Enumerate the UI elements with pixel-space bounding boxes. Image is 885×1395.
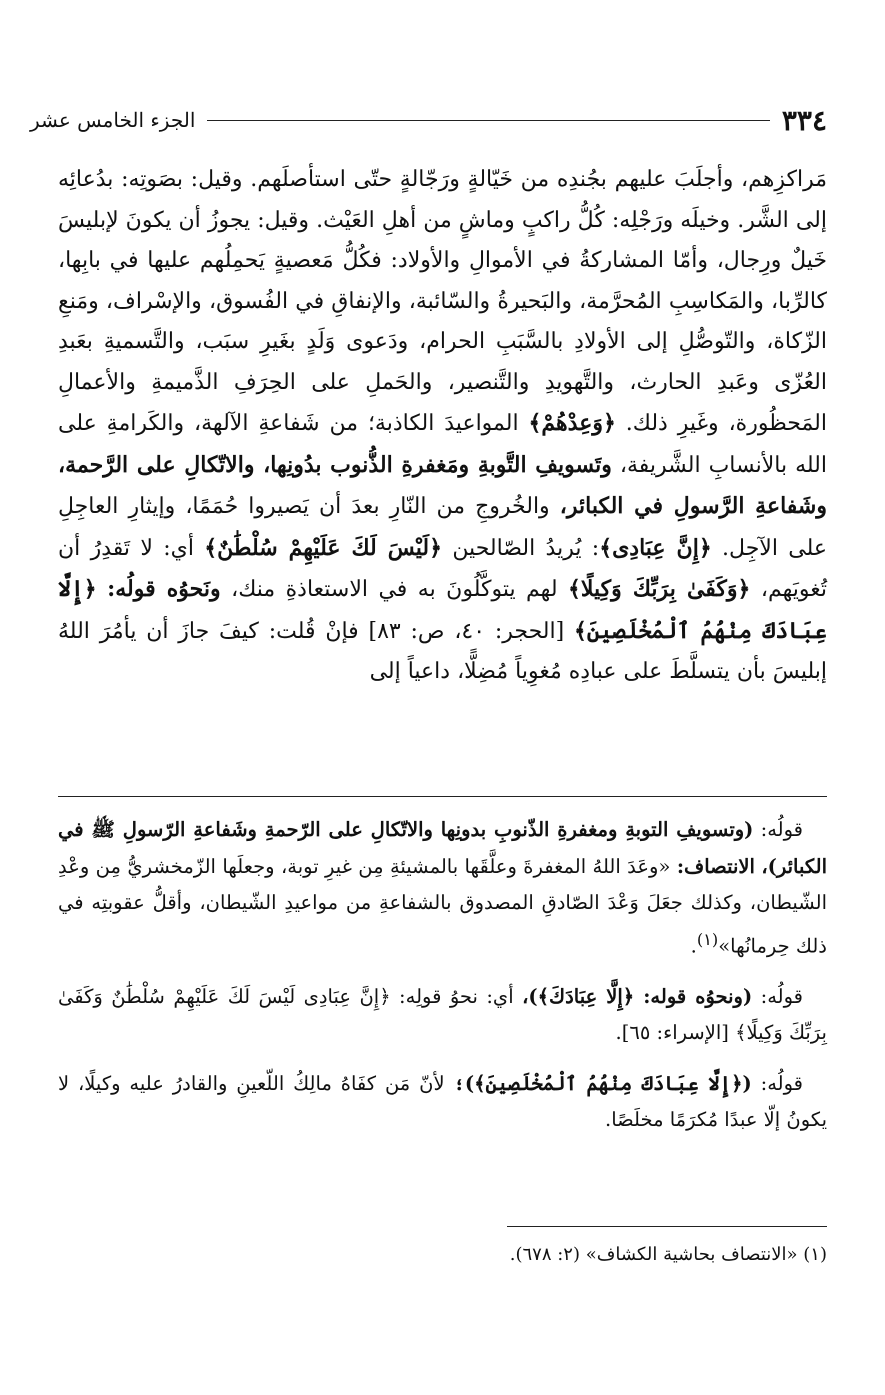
page-number: ٣٣٤ — [781, 103, 827, 137]
text-run: والخُروجِ من النّارِ بعدَ أن يَصيروا حُمَمًا، وإيثارِ العاجِلِ على الآجِل. — [58, 494, 828, 561]
commentary-section — [58, 812, 827, 1153]
commentary-paragraph — [58, 979, 827, 1052]
text-run: [الحجر: ٤٠، ص: ٨٣] فإنْ قُلت: كيفَ جازَ أن يأمُرَ اللهُ إبليسَ بأن يتسلَّطَ على عبادِه مُغوِياً مُضِلًّا، داعياً إلى — [58, 618, 827, 684]
quran-quote: ﴿لَيْسَ لَكَ عَلَيْهِمْ سُلْطَٰنٌ﴾ — [204, 534, 442, 561]
text-run: أي: نحوُ قولِه: ﴿إِنَّ عِبَادِى لَيْسَ لَكَ عَلَيْهِمْ سُلْطَٰنٌ وَكَفَىٰ بِرَبِّكَ وَكِيلًا﴾ [الإسراء: ٦٥]. — [58, 984, 827, 1044]
lead-word: قولُه: — [760, 1071, 803, 1095]
lead-word: قولُه: — [760, 818, 803, 841]
page-header — [30, 100, 827, 140]
footnote: (١) «الانتصاف بحاشية الكشاف» (٢: ٦٧٨). — [509, 1244, 827, 1265]
text-run: لهم يتوكَّلُونَ به في الاستعاذةِ منك، — [231, 577, 558, 602]
text-run: مَراكزِهم، وأجلَبَ عليهم بجُندِه من خَيّالةٍ ورَجّالةٍ حتّى استأصلَهم. وقيل: بصَوتِه: بدُعائِه إلى الشَّر. وخيلَه ورَجْلِه: كُلُّ راكبٍ وماشٍ من أهلِ العَيْث. وقيل: يجوزُ أن يكونَ لإبليسَ خَيلٌ ورِجال، وأمّا المشاركةُ في الأموالِ والأولاد: فكُلُّ مَعصيةٍ يَحمِلُهم عليها في بابِها، كالرِّبا، والمَكاسِبِ المُحرَّمة، والبَحيرةُ والسّائبة، والإنفاقِ في الفُسوق، والإسْراف، ومَنعِ الزّكاة، والتّوصُّلِ إلى الأولادِ بالسَّبَبِ الحرام، ودَعوى وَلَدٍ بغَيرِ سبَب، والتَّسميةِ بعَبدِ العُزّى وعَبدِ الحارث، والتَّهويدِ والتَّنصير، والحَملِ على الحِرَفِ الذَّميمةِ والأعمالِ المَحظُورة، وغَيرِ ذلك. — [58, 167, 827, 436]
lead-word: قولُه: — [760, 984, 804, 1008]
main-separator-rule — [58, 796, 827, 797]
quran-quote: ﴿وَعِدْهُمْ﴾ — [528, 410, 616, 436]
bold-phrase: ونَحوُه قولُه: — [107, 576, 221, 602]
running-head: الجزء الخامس عشر — [30, 108, 196, 132]
footnote-rule — [507, 1226, 827, 1227]
quoted-phrase: (﴿إِلَّا عِبَادَكَ مِنْهُمُ ٱلْمُخْلَصِينَ﴾)؛ — [453, 1071, 752, 1095]
quoted-phrase: (وتسويفِ التوبةِ ومغفرةِ الذّنوبِ بدونِها والاتّكالِ على الرّحمةِ وشَفاعةِ الرّسولِ ﷺ في الكبائر)، — [58, 818, 828, 878]
source-label: الانتصاف: — [676, 854, 755, 878]
bold-phrase: وتَسويفِ التَّوبةِ ومَغفرةِ الذُّنوب بدُونِها، والاتّكالِ على الرَّحمة، وشَفاعةِ الرَّسولِ في الكبائر، — [58, 451, 827, 519]
header-rule — [207, 120, 769, 121]
text-run: أي: لا تَقدِرُ أن تُغويَهم، — [58, 535, 827, 602]
text-run: : يُريدُ الصّالحين — [452, 535, 600, 561]
main-paragraph — [58, 160, 827, 693]
text-run: «وعَدَ اللهُ المغفرةَ وعلَّقَها بالمشيئةِ مِن غيرِ توبة، وجعلَها الزّمخشريُّ مِن وعْدِ الشّيطان، وكذلك جعَلَ وَعْدَ الصّادقِ المصدوق بالشفاعةِ من مواعيدِ الشّيطان، وأقلُّ عقوبتِه في ذلك حِرمانُها» — [58, 854, 827, 957]
footnote-ref[interactable]: (١) — [696, 929, 719, 949]
quran-quote: ﴿وَكَفَىٰ بِرَبِّكَ وَكِيلًا﴾ — [568, 576, 751, 602]
text-run: . — [690, 934, 697, 957]
commentary-paragraph — [58, 812, 827, 965]
quran-quote: ﴿إِلَّا عِبَادَكَ مِنْهُمُ ٱلْمُخْلَصِينَ﴾ — [58, 576, 827, 644]
quoted-phrase: (ونحوُه قوله: ﴿إِلَّا عِبَادَكَ﴾)، — [522, 984, 753, 1008]
main-text — [58, 160, 827, 693]
text-run: المواعيدَ الكاذبة؛ من شَفاعةِ الآلهة، والكَرامةِ على الله بالأنسابِ الشَّريفة، — [58, 411, 827, 478]
text-run: لأنّ مَن كفَاهُ مالِكُ اللّعينِ والقادرُ عليه وكيلًا، لا يكونُ إلّا عبدًا مُكرَمًا مخلَصًا. — [58, 1071, 827, 1131]
commentary-paragraph — [58, 1066, 827, 1139]
quran-quote: ﴿إِنَّ عِبَادِى﴾ — [599, 534, 712, 561]
